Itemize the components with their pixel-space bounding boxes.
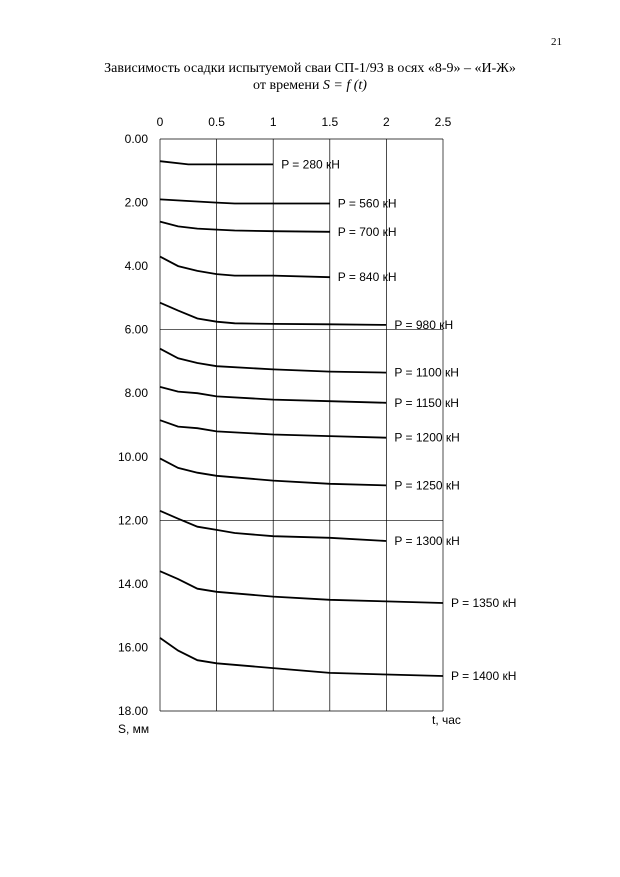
x-axis-label: t, час: [432, 713, 461, 727]
y-tick-label: 14.00: [117, 576, 148, 591]
y-tick-label: 8.00: [124, 386, 148, 401]
title-line-2-prefix: от времени: [253, 78, 323, 93]
series-label: P = 980 кН: [394, 317, 454, 332]
y-axis-label: S, мм: [118, 722, 150, 736]
series-label: P = 700 кН: [337, 224, 397, 239]
series-label: P = 280 кН: [281, 157, 340, 172]
series-label: P = 1300 кН: [394, 533, 460, 548]
series-line: [160, 222, 330, 232]
y-tick-label: 2.00: [124, 195, 148, 210]
series-label: P = 1250 кН: [394, 478, 460, 493]
series-line: [160, 638, 443, 676]
series-label: P = 1150 кН: [394, 395, 459, 410]
x-tick-label: 0: [156, 115, 164, 129]
series-labels: [281, 157, 516, 683]
series-lines: [160, 161, 443, 676]
series-label: P = 1350 кН: [451, 595, 517, 610]
y-tick-label: 18.00: [117, 704, 148, 718]
y-tick-label: 0.00: [124, 132, 148, 146]
series-line: [160, 571, 443, 603]
axis-ticks: [118, 115, 452, 718]
series-line: [160, 257, 330, 278]
x-tick-label: 1.5: [321, 115, 339, 129]
series-label: P = 1200 кН: [394, 430, 460, 445]
y-tick-label: 10.00: [117, 449, 148, 464]
chart-grid: [160, 139, 443, 711]
series-label: P = 1400 кН: [451, 669, 517, 684]
page-number: 21: [551, 36, 562, 48]
x-tick-label: 1: [269, 115, 277, 129]
series-line: [160, 199, 330, 203]
y-tick-label: 12.00: [117, 513, 148, 528]
x-tick-label: 0.5: [208, 115, 225, 129]
x-tick-label: 2: [383, 115, 390, 129]
series-label: P = 560 кН: [337, 196, 397, 211]
title-formula: S = f (t): [322, 78, 367, 93]
y-tick-label: 16.00: [117, 640, 148, 655]
series-label: P = 1100 кН: [394, 365, 459, 380]
title-line-1: Зависимость осадки испытуемой сваи СП-1/93 в осях «8-9» – «И-Ж»: [104, 61, 516, 76]
y-tick-label: 4.00: [124, 259, 148, 274]
y-tick-label: 6.00: [124, 322, 148, 337]
series-label: P = 840 кН: [337, 270, 397, 285]
x-tick-label: 2.5: [434, 115, 452, 129]
